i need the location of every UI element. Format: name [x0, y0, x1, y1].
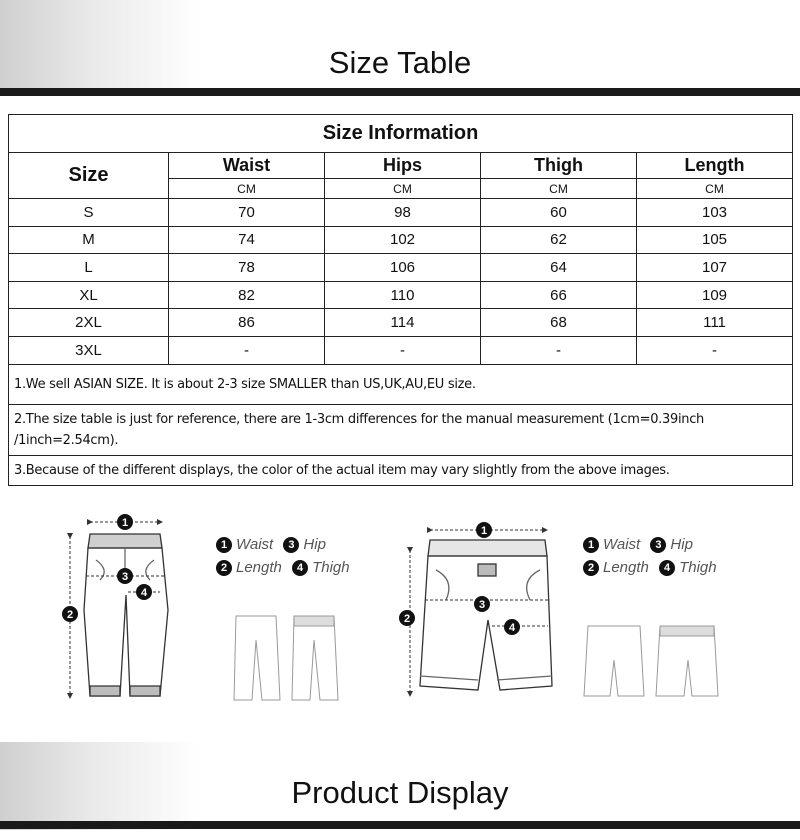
pants-flat-sketches [234, 616, 338, 700]
badge-4: 4 [292, 560, 308, 576]
legend-thigh [659, 557, 717, 579]
note-measurement: 2.The size table is just for reference, there are 1-3cm differences for the manual measurement (1cm=0.39inch /1inch=2.54cm). [9, 404, 793, 455]
waist-cell: 74 [169, 226, 325, 254]
thigh-cell: 62 [481, 226, 637, 254]
length-cell: 103 [637, 199, 793, 227]
length-cell: 111 [637, 309, 793, 337]
waist-cell: 70 [169, 199, 325, 227]
unit-label: CM [169, 179, 325, 199]
legend-label: Waist [236, 536, 274, 553]
page-title: Size Table [328, 45, 472, 80]
thigh-cell: 60 [481, 199, 637, 227]
hips-cell: - [325, 336, 481, 364]
marker-2: 2 [66, 609, 74, 621]
header-banner [0, 0, 800, 88]
size-cell: 2XL [9, 309, 169, 337]
size-info-title: Size Information [9, 115, 793, 153]
size-column-header: Size [9, 153, 169, 199]
badge-2: 2 [583, 560, 599, 576]
length-cell: 105 [637, 226, 793, 254]
size-table [8, 114, 793, 486]
marker-1: 1 [480, 525, 488, 537]
table-row [9, 226, 793, 254]
waist-cell: 78 [169, 254, 325, 282]
table-row [9, 336, 793, 364]
table-row [9, 199, 793, 227]
hips-cell: 98 [325, 199, 481, 227]
legend-label: Thigh [312, 559, 350, 576]
legend-label: Length [603, 559, 649, 576]
thigh-column-header: Thigh [481, 153, 637, 179]
length-cell: 107 [637, 254, 793, 282]
header-rule [0, 88, 800, 96]
length-column-header: Length [637, 153, 793, 179]
waist-cell: 86 [169, 309, 325, 337]
legend-label: Thigh [679, 559, 717, 576]
badge-4: 4 [659, 560, 675, 576]
note-asian-size: 1.We sell ASIAN SIZE. It is about 2-3 size SMALLER than US,UK,AU,EU size. [9, 364, 793, 404]
badge-1: 1 [216, 537, 232, 553]
legend-length [216, 557, 282, 579]
note-color: 3.Because of the different displays, the color of the actual item may vary slightly from the above images. [9, 455, 793, 485]
legend-hip [650, 534, 693, 556]
legend-waist [216, 534, 273, 556]
hips-cell: 106 [325, 254, 481, 282]
hips-cell: 102 [325, 226, 481, 254]
waist-cell: - [169, 336, 325, 364]
waist-column-header: Waist [169, 153, 325, 179]
legend-label: Hip [303, 536, 326, 553]
size-cell: M [9, 226, 169, 254]
thigh-cell: 64 [481, 254, 637, 282]
legend-label: Hip [670, 536, 693, 553]
length-cell: 109 [637, 281, 793, 309]
size-cell: 3XL [9, 336, 169, 364]
marker-4: 4 [140, 587, 148, 599]
shorts-legend [583, 533, 723, 579]
unit-label: CM [637, 179, 793, 199]
legend-hip [283, 534, 326, 556]
table-row [9, 281, 793, 309]
thigh-cell: 68 [481, 309, 637, 337]
marker-3: 3 [478, 599, 486, 611]
thigh-cell: 66 [481, 281, 637, 309]
footer-rule [0, 821, 800, 829]
hips-cell: 114 [325, 309, 481, 337]
badge-2: 2 [216, 560, 232, 576]
badge-3: 3 [650, 537, 666, 553]
shorts-illustration [420, 540, 552, 690]
size-cell: S [9, 199, 169, 227]
legend-thigh [292, 557, 350, 579]
unit-label: CM [481, 179, 637, 199]
waist-cell: 82 [169, 281, 325, 309]
hips-column-header: Hips [325, 153, 481, 179]
legend-waist [583, 534, 640, 556]
marker-4: 4 [508, 622, 516, 634]
thigh-cell: - [481, 336, 637, 364]
badge-3: 3 [283, 537, 299, 553]
hips-cell: 110 [325, 281, 481, 309]
table-row [9, 254, 793, 282]
legend-length [583, 557, 649, 579]
measurement-diagrams [0, 500, 800, 730]
badge-1: 1 [583, 537, 599, 553]
legend-label: Length [236, 559, 282, 576]
pants-illustration [84, 534, 168, 696]
length-cell: - [637, 336, 793, 364]
unit-label: CM [325, 179, 481, 199]
marker-1: 1 [121, 517, 129, 529]
footer-banner [0, 742, 800, 830]
product-display-title: Product Display [291, 775, 509, 810]
marker-3: 3 [121, 571, 129, 583]
table-row [9, 309, 793, 337]
legend-label: Waist [603, 536, 641, 553]
size-cell: L [9, 254, 169, 282]
shorts-flat-sketches [584, 626, 718, 696]
pants-legend [216, 533, 356, 579]
size-cell: XL [9, 281, 169, 309]
marker-2: 2 [403, 613, 411, 625]
